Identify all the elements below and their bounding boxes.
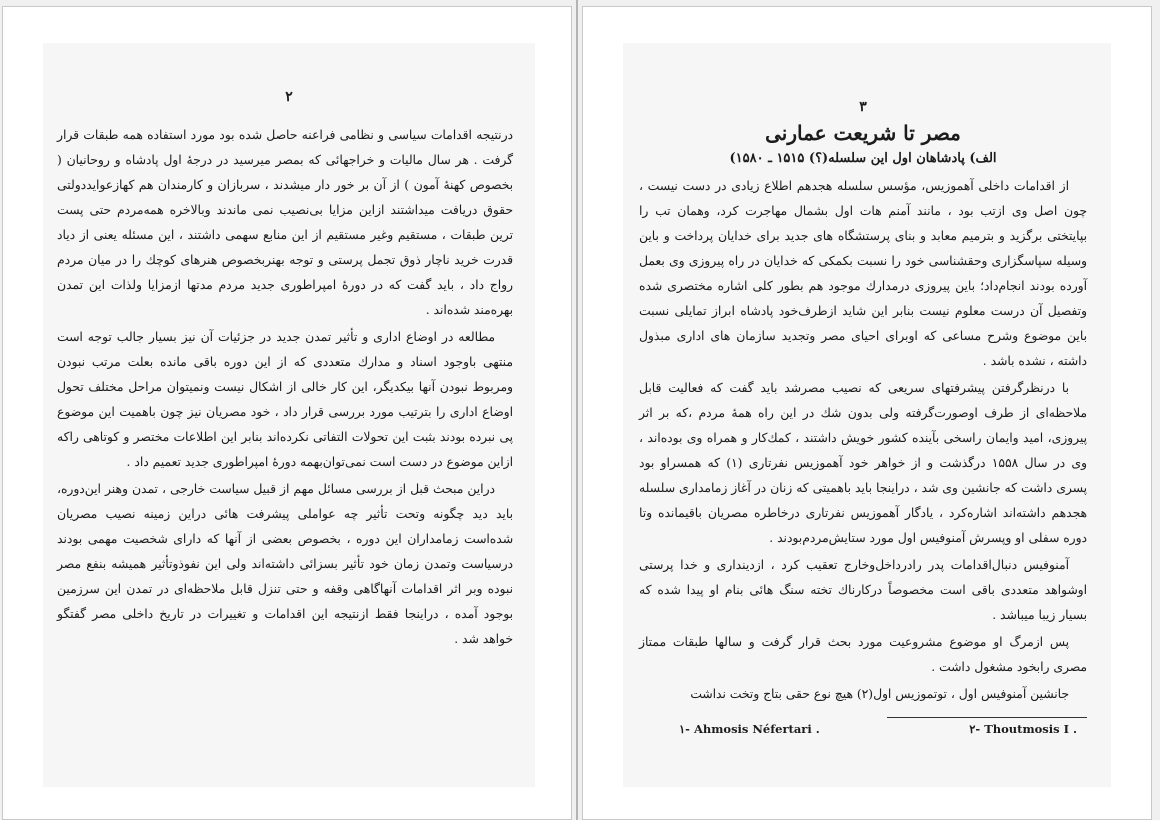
paragraph: درنتیجه اقدامات سیاسی و نظامی فراعنه حاصل شده بود مورد استفاده همه طبقات قرار گرفت . هر سال مالیات و خراجهائی که بمصر میرسید در درجهٔ اول پادشاه و روحانیان ( بخصوص کهنهٔ آمون ) از آن بر خور دار میشدند ، سربازان و کارمندان هم کهازعوایددولتی حقوق دریافت میداشتند ازاین مزایا بی‌نصیب نمی ماندند وبالاخره همه‌مردم حتی پست ترین طبقات ، مستقیم وغیر مستقیم از این منابع سهمی داشتند ، این مسئله یعنی از دیاد قدرت خرید ناچار ذوق تجمل پرستی و توجه بهنربخصوص هنرهای کوچك را در میان مردم رواج داد ، باید گفت که در دورهٔ امپراطوری جدید مردم مدتها ازمزایا ولذات این تمدن بهره‌مند شده‌اند .	[57, 128, 513, 317]
paragraph: از اقدامات داخلی آهموزیس، مؤسس سلسله هجدهم اطلاع زیادی در دست نیست ، چون اصل وی ازتب بود ، مانند آمنم هات اول بشمال مهاجرت کرد، وهمان تب را بپایتختی برگزید و بترمیم معابد و بنای پرستشگاه های جدید برای خدایان پرداخت و باین وسیله سپاسگزاری وحقشناسی خود را نسبت بکمکی که خدایان در راه پیروزی وی بعمل آورده بودند انجام‌داد؛ باین پیروزی درمدارك موجود هم بطور کلی اشاره مختصری شده وتفصیل آن درست معلوم نیست بنابر این شاید ازطرف‌خود پادشاه ابراز تمایلی نسبت باین موضوع وشرح مساعی که اوبرای احیای مصر وتجدید سازمان های اداری مبذول داشته ، نشده باشد .	[639, 179, 1087, 368]
page-divider	[576, 0, 578, 820]
section-title: الف) پادشاهان اول این سلسله(؟) ۱۵۱۵ ـ ۱۵۸۰)	[729, 151, 997, 166]
paragraph: مطالعه در اوضاع اداری و تأثیر تمدن جدید در جزئیات آن نیز بسیار جالب توجه است منتهی باوجود اسناد و مدارك متعددی که از این دوره باقی مانده بعلت مرتب نبودن ومربوط نبودن آنها بیکدیگر، این کار خالی از اشکال نیست ونمیتوان مراحل مختلف تحول اوضاع اداری را بترتیب مورد بررسی قرار داد ، خود مصریان نیز چون باهمیت این موضوع پی نبرده بودند بثبت این تحولات التفاتی نکرده‌اند بنابر این اطلاعات مختصر و کوتاهی راکه ازاین موضوع در دست است نمی‌توان‌بهمه دورهٔ امپراطوری جدید تعمیم داد .	[57, 330, 513, 469]
paragraph: جانشین آمنوفیس اول ، توتموزیس اول(۲) هیچ نوع حقی بتاج وتخت نداشت	[690, 687, 1069, 701]
book-page-left	[43, 43, 535, 787]
paragraph: آمنوفیس دنبال‌اقدامات پدر رادرداخل‌وخارج تعقیب کرد ، ازدینداری و خدا پرستی اوشواهد متعددی باقی است مخصوصاً درکارناك تخته سنگ هائی بنام او پیدا شده که بسیار زیبا میباشد .	[639, 558, 1087, 622]
page-frame-right	[582, 6, 1152, 820]
paragraph: دراین مبحث قبل از بررسی مسائل مهم از قبیل سیاست خارجی ، تمدن وهنر این‌دوره، باید دید چگونه وتحت تأثیر چه عواملی پیشرفت هائی دراین زمینه نصیب مصریان شده‌است زمامداران این دوره ، بخصوص بعضی از آنها که دارای شخصیت مهمی بودند درسیاست وتمدن زمان خود تأثیر بسزائی داشته‌اند ولی این نفوذوتأثیر همیشه بنفع مصر نبوده وبر اثر اقدامات آنهاگاهی وقفه و حتی تنزل قابل ملاحظه‌ای در تمدن این سرزمین بوجود آمده ، دراینجا فقط ازنتیجه این اقدامات و تغییرات در تاریخ داخلی مصر گفتگو خواهد شد .	[57, 482, 513, 646]
footnotes	[639, 722, 1087, 736]
footnote-2: ۲- Thoutmosis I .	[969, 722, 1077, 736]
footnote-1: ۱- Ahmosis Néfertari .	[679, 722, 820, 736]
page-number: ۲	[285, 89, 293, 105]
paragraph: پس ازمرگ او موضوع مشروعیت مورد بحث قرار گرفت و سالها طبقات ممتاز مصری رابخود مشغول داشت .	[639, 635, 1087, 674]
page-number: ۳	[859, 99, 867, 115]
paragraph: با درنظرگرفتن پیشرفتهای سریعی که نصیب مصرشد باید گفت که فعالیت قابل ملاحظه‌ای از طرف اوصورت‌گرفته ولی بدون شك در این راه همهٔ مردم ،که بر اثر پیروزی، امید وایمان راسخی بآینده کشور خویش داشتند ، کمك‌کار و همراه وی بوده‌اند ، وی در سال ۱۵۵۸ درگذشت و از خواهر خود آهموزیس نفرتاری (۱) که همسراو بود پسری داشت که جانشین وی شد ، دراینجا باید باهمیتی که زنان در آغاز زمامداری سلسله هجدهم داشته‌اند اشاره‌کرد ، یادگار آهموزیس نفرتاری درخاطره مصریان باقیمانده وتا دوره سفلی او وپسرش آمنوفیس اول مورد ستایش‌مردم‌بودند .	[639, 381, 1087, 545]
page-frame-left	[2, 6, 572, 820]
footnote-rule	[887, 717, 1087, 718]
chapter-title: مصر تا شریعت عمارنی	[765, 121, 961, 145]
book-page-right	[623, 43, 1111, 787]
